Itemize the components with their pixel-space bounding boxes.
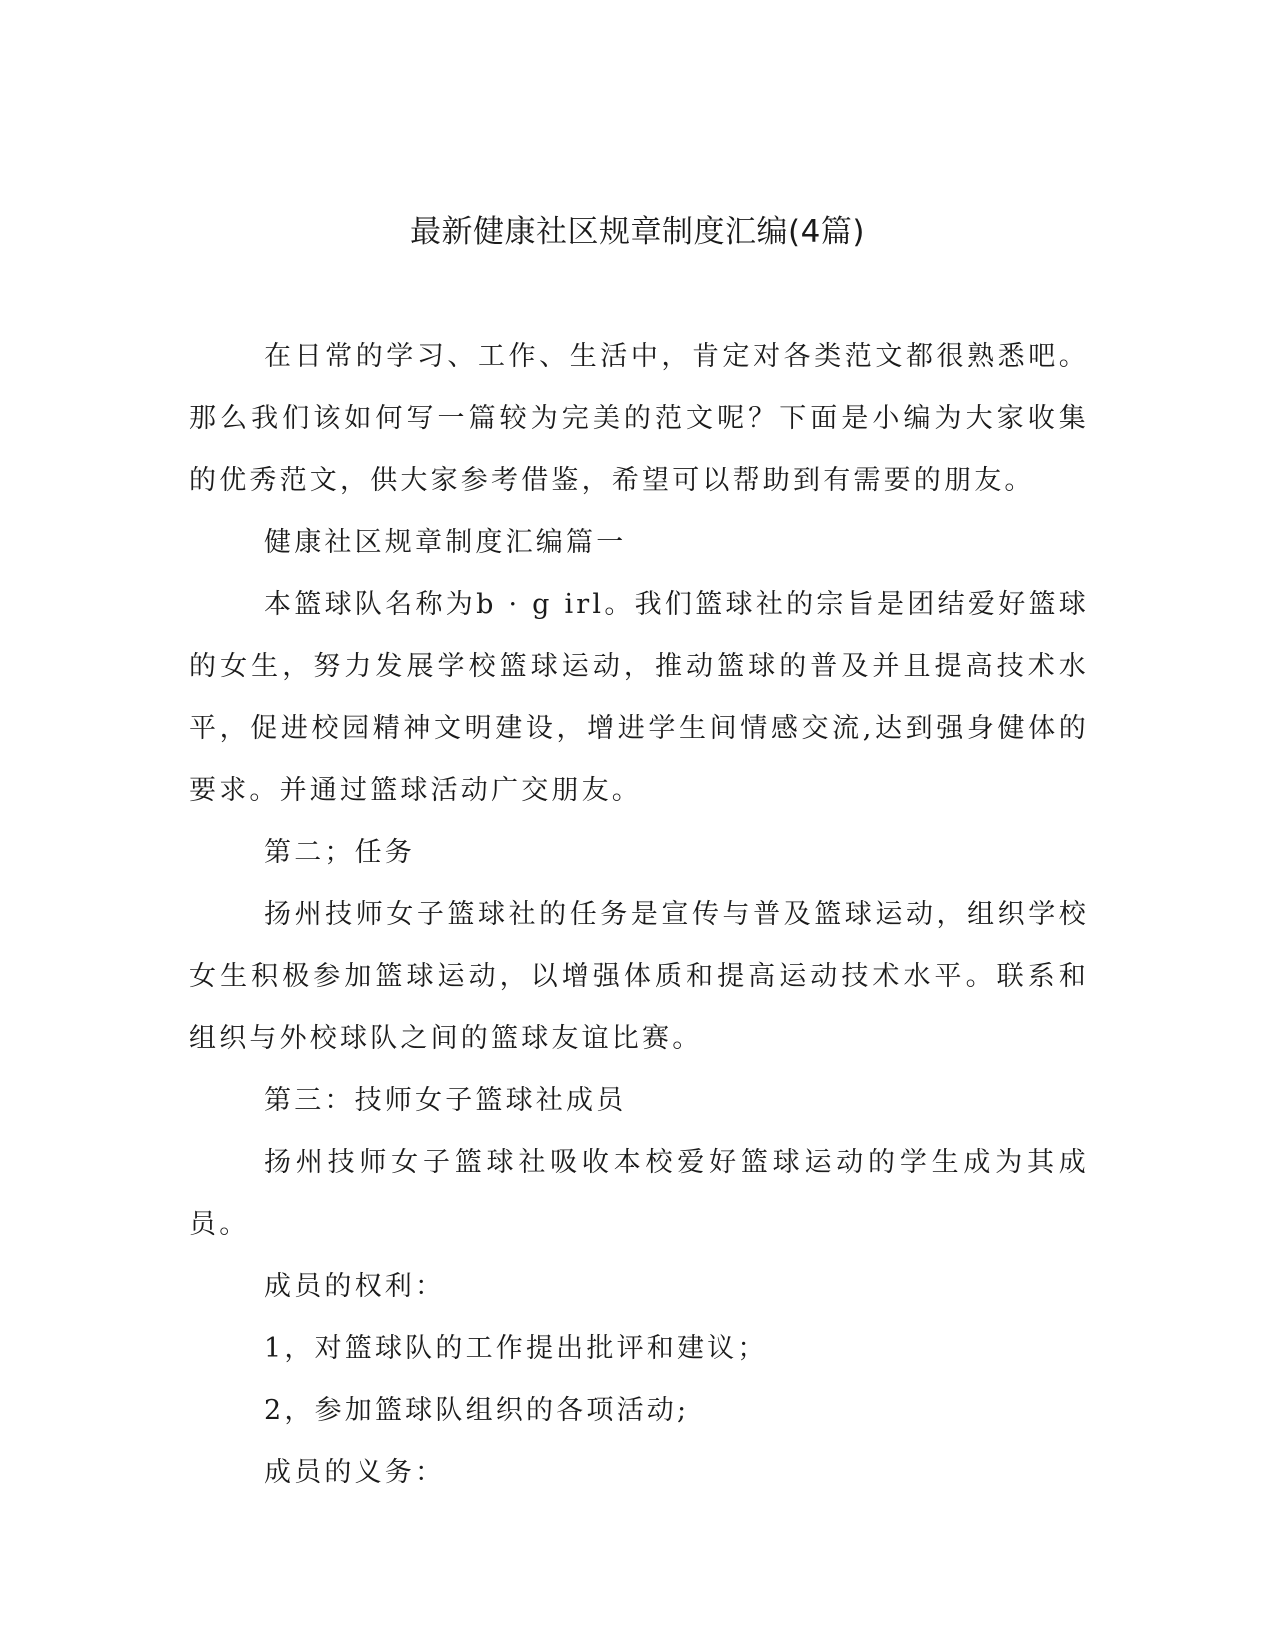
members-paragraph: 扬州技师女子篮球社吸收本校爱好篮球运动的学生成为其成员。 [189,1147,1089,1240]
document-body [189,326,1089,1504]
section-heading-part-one: 健康社区规章制度汇编篇一 [264,527,627,558]
document-title: 最新健康社区规章制度汇编(4篇) [410,214,865,250]
member-rights-heading: 成员的权利： [264,1271,446,1302]
member-right-item-1: 1，对篮球队的工作提出批评和建议； [264,1333,768,1364]
team-name-paragraph: 本篮球队名称为b · g irl。我们篮球社的宗旨是团结爱好篮球的女生，努力发展学校篮球运动，推动篮球的普及并且提高技术水平，促进校园精神文明建设，增进学生间情感交流,达到强身健体的要求。并通过篮球活动广交朋友。 [189,589,1089,806]
tasks-paragraph: 扬州技师女子篮球社的任务是宣传与普及篮球运动，组织学校女生积极参加篮球运动，以增强体质和提高运动技术水平。联系和组织与外校球队之间的篮球友谊比赛。 [189,899,1089,1054]
section-heading-members: 第三：技师女子篮球社成员 [264,1085,627,1116]
member-right-item-2: 2，参加篮球队组织的各项活动; [264,1395,690,1426]
member-duties-heading: 成员的义务： [264,1457,446,1488]
section-heading-tasks: 第二；任务 [264,837,415,868]
intro-paragraph: 在日常的学习、工作、生活中，肯定对各类范文都很熟悉吧。那么我们该如何写一篇较为完美的范文呢？下面是小编为大家收集的优秀范文，供大家参考借鉴，希望可以帮助到有需要的朋友。 [189,341,1089,496]
